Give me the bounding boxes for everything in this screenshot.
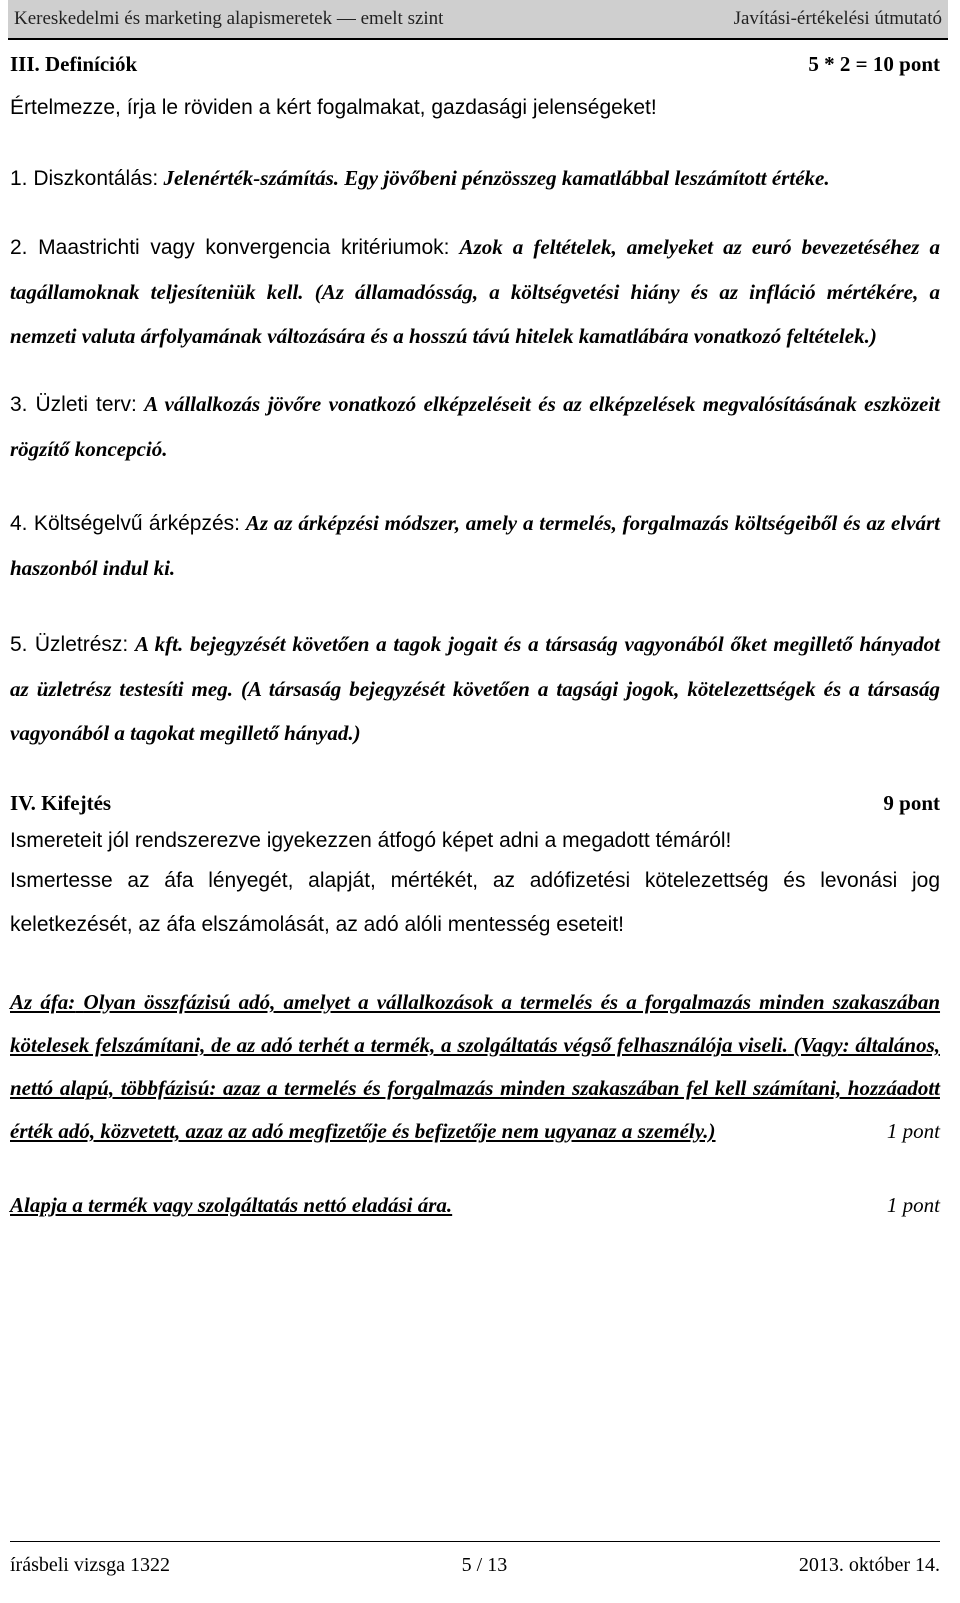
definition-5-answer: A kft. bejegyzését követően a tagok jogait és a társaság vagyonából őket megillető hányadot az üzletrész testesíti meg. (10, 632, 940, 701)
definition-1 (10, 156, 940, 201)
section4-instruction-2: Ismertesse az áfa lényegét, alapját, mértékét, az adófizetési kötelezettség és levonási jog keletkezését, az áfa elszámolását, az adó alóli mentesség eseteit! (10, 869, 940, 936)
definition-5 (10, 622, 940, 755)
page-header (8, 0, 948, 40)
definition-3-label: 3. Üzleti terv: (10, 393, 137, 416)
definition-4 (10, 501, 940, 590)
footer-left: írásbeli vizsga 1322 (10, 1554, 170, 1576)
definition-1-label: 1. Diszkontálás: (10, 167, 159, 190)
section3-heading (10, 52, 940, 92)
section4-title: IV. Kifejtés (10, 791, 112, 815)
section4-heading (10, 791, 940, 831)
answer-1-points: 1 pont (873, 1119, 940, 1143)
footer-date: 2013. október 14. (798, 1554, 940, 1576)
section3-points: 5 * 2 = 10 pont (808, 52, 940, 76)
definition-5-label: 5. Üzletrész: (10, 633, 129, 656)
definition-4-answer: Az az árképzési módszer, amely a termelés, forgalmazás költségeiből és az elvárt haszonból indul ki. (10, 511, 941, 580)
page-content (10, 52, 940, 1218)
answer-1-text: Olyan összfázisú adó, amelyet a vállalkozások a termelés és a forgalmazás minden szakaszában kötelesek felszámítani, de az adó terhét a termék, a szolgáltatás végső felhasználója viseli. (10, 990, 941, 1057)
header-right: Javítási-értékelési útmutató (733, 8, 942, 29)
answer-2-text: Alapja a termék vagy szolgáltatás nettó eladási ára. (10, 1193, 453, 1217)
definition-2-answer: Azok a feltételek, amelyeket az euró bevezetéséhez a tagállamoknak teljesíteniük kell. (10, 235, 941, 304)
definition-2-extra: (Az államadósság, a költségvetési hiány és az infláció mértékére, a nemzeti valuta árfolyamának változására és a hosszú távú hitelek kamatlábára vonatkozó feltételek.) (10, 280, 941, 348)
answer-1-extra: (Vagy: általános, nettó alapú, többfázisú: azaz a termelés és forgalmazás minden szakaszában fel kell számítani, hozzáadott érték adó, közvetett, azaz az adó megfizetője és befizetője nem ugyanaz a személy.) (10, 1033, 940, 1143)
section4-instruction-1: Ismereteit jól rendszerezve igyekezzen átfogó képet adni a megadott témáról! (10, 829, 732, 852)
definition-3-answer: A vállalkozás jövőre vonatkozó elképzeléseit és az elképzelések megvalósításának eszközeit rögzítő koncepció. (10, 392, 940, 461)
definition-4-label: 4. Költségelvű árképzés: (10, 512, 240, 535)
definition-1-answer: Jelenérték-számítás. Egy jövőbeni pénzösszeg kamatlábbal leszámított értéke. (163, 166, 830, 190)
definition-5-extra: (A társaság bejegyzését követően a tagsági jogok, kötelezettségek és a társaság vagyonából a tagokat megillető hányad.) (10, 677, 941, 745)
header-left: Kereskedelmi és marketing alapismeretek — emelt szint (14, 8, 444, 29)
section3-instruction: Értelmezze, írja le röviden a kért fogalmakat, gazdasági jelenségeket! (10, 96, 657, 119)
definition-3 (10, 382, 940, 471)
answer-2-points: 1 pont (886, 1193, 940, 1217)
answer-2-row (10, 1193, 940, 1218)
definition-2 (10, 225, 940, 358)
section4-points: 9 pont (883, 791, 940, 815)
page-footer (10, 1541, 940, 1577)
definition-2-label: 2. Maastrichti vagy konvergencia kritériumok: (10, 236, 450, 259)
answer-1-lead: Az áfa: (10, 990, 76, 1014)
footer-page-number: 5 / 13 (461, 1554, 508, 1576)
section3-title: III. Definíciók (10, 52, 138, 76)
